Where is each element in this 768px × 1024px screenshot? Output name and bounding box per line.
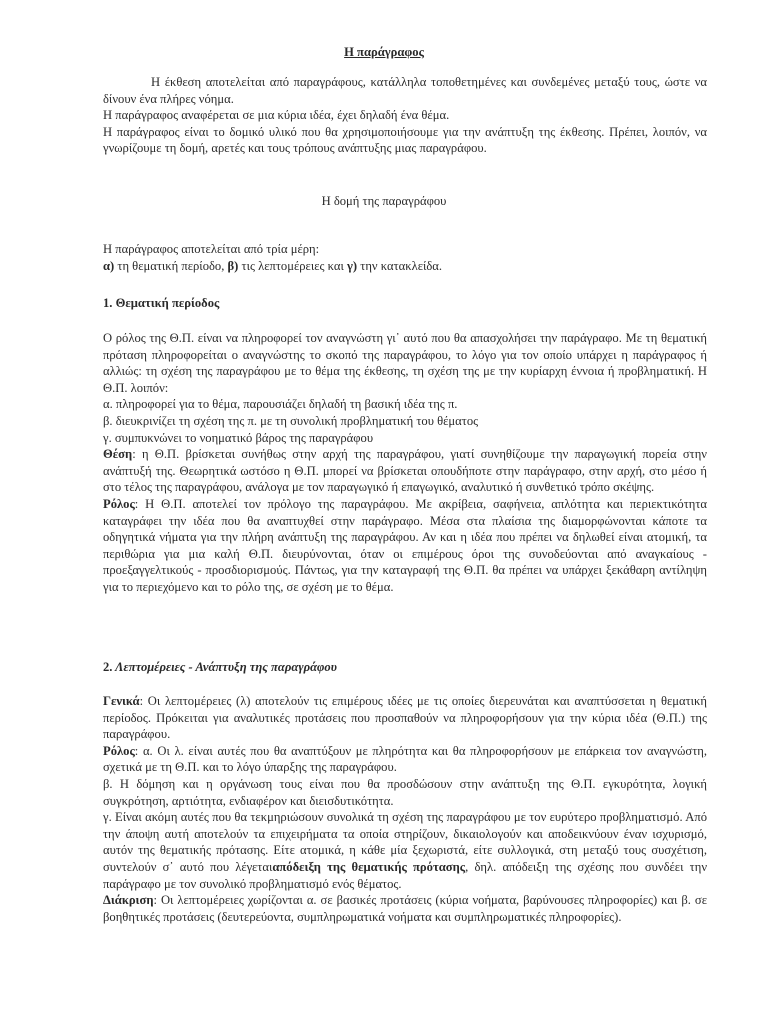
intro-paragraph-2: Η παράγραφος αναφέρεται σε μια κύρια ιδέα, έχει δηλαδή ένα θέμα. <box>103 108 450 123</box>
rolos-label: Ρόλος <box>103 496 135 511</box>
part-a-label: α) <box>103 258 115 273</box>
structure-lead: Η παράγραφος αποτελείται από τρία μέρη: <box>103 242 320 256</box>
section-2-rolos-label: Ρόλος <box>103 743 135 758</box>
intro-block <box>103 74 707 157</box>
part-a-text: τη θεματική περίοδο, <box>114 258 228 273</box>
section-1-title: Θεματική περίοδος <box>112 296 220 310</box>
section-1-body <box>103 330 707 596</box>
part-b-text: τις λεπτομέρειες και <box>238 258 348 273</box>
section-2-body <box>103 693 707 925</box>
genika-label: Γενικά <box>103 694 140 708</box>
section-2-item-b: β. Η δόμηση και η οργάνωση τους είναι που θα προσδώσουν στην ανάπτυξη της Θ.Π. εγκυρότητα, λογική συγκρότηση, αρτιότητα, ενδιαφέρον και διεισδυτικότητα. <box>103 776 707 808</box>
section-1-item-a: α. πληροφορεί για το θέμα, παρουσιάζει δηλαδή τη βασική ιδέα της π. <box>103 397 458 412</box>
item-c-text: γ. Είναι ακόμη αυτές που θα τεκμηριώσουν συνολικά τη σχέση της παραγράφου με τον ευρύτερο προβληματισμό. Από την άποψη αυτή αποτελούν τα επιχειρήματα τα οποία στηρίζουν, δικαιολογούν και αποδεικνύουν έναν ισχυρισμό, αυτόν της θεματικής πρότασης. Είτε ατομικά, η κάθε μία ξεχωριστά, είτε συλλογικά, στη μεταξύ τους συσχέτιση, συντελούν σ᾽ αυτό που λέγεται <box>103 810 707 874</box>
section-2-diakrisi <box>103 892 707 925</box>
section-2-rolos <box>103 743 707 776</box>
item-c-bold: απόδειξη της θεματικής πρότασης <box>272 859 466 874</box>
section-1-item-c: γ. συμπυκνώνει το νοηματικό βάρος της παραγράφου <box>103 430 374 445</box>
section-1-intro: Ο ρόλος της Θ.Π. είναι να πληροφορεί τον αναγνώστη γι᾽ αυτό που θα απασχολήσει την παράγραφο. Με τη θεματική πρόταση πληροφορείται ο αναγνώστης το σκοπό της παραγράφου, το λόγο για τον οποίο υπάρχει η παράγραφος ή αλλιώς: τη σχέση της παραγράφου με το θέμα της έκθεσης, τη σχέση της με την κυρίαρχη έννοια ή προβληματική. Η Θ.Π. λοιπόν: <box>103 331 707 395</box>
diakrisi-label: Διάκριση <box>103 893 154 908</box>
section-2-item-c <box>103 809 707 892</box>
section-1-thesi <box>103 446 707 496</box>
intro-paragraph-1: Η έκθεση αποτελείται από παραγράφους, κατάλληλα τοποθετημένες και συνδεμένες μεταξύ τους, ώστε να δίνουν ένα πλήρες νόημα. <box>103 75 707 106</box>
section-1-rolos <box>103 496 707 596</box>
item-c-text-end: , δηλ. απόδειξη της σχέσης που συνδέει την παράγραφο με τον συνολικό προβληματισμό ενός θέματος. <box>103 859 708 891</box>
section-1-number: 1. <box>103 296 113 310</box>
section-1-heading <box>103 295 219 312</box>
intro-paragraph-3: Η παράγραφος είναι το δομικό υλικό που θα χρησιμοποιήσουμε για την ανάπτυξη της έκθεσης. Πρέπει, λοιπόν, να γνωρίζουμε τη δομή, αρετές και τους τρόπους ανάπτυξης μιας παραγράφου. <box>103 124 707 156</box>
structure-heading: Η δομή της παραγράφου <box>321 194 447 208</box>
section-2-number: 2. <box>103 660 113 674</box>
section-2-genika <box>103 693 707 743</box>
thesi-label: Θέση <box>103 447 133 462</box>
document-title: Η παράγραφος <box>344 45 424 59</box>
structure-parts <box>103 258 707 275</box>
part-b-label: β) <box>227 258 239 273</box>
rolos-text: : Η Θ.Π. αποτελεί τον πρόλογο της παραγράφου. Με ακρίβεια, σαφήνεια, απλότητα και περιεκτικότητα καταγράφει την ιδέα που θα αναπτυχθεί στην παράγραφο. Μέσα στα πλαίσια της διαμορφώνονται κάποτε τα οδηγητικά νήματα για την πλήρη ανάπτυξη της παραγράφου. Αν και η ιδέα που πρέπει να δηλωθεί είναι ατομική, τα περιθώρια για μια καλή Θ.Π. διευρύνονται, όταν οι επιμέρους όροι της συνοδεύονται από αναγκαίους - προεξαγγελτικούς - προσδιορισμούς. Πάντως, για την καταγραφή της Θ.Π. θα πρέπει να υπάρχει ξεκάθαρη αντίληψη για το περιεχόμενο και το ρόλο της, σε σχέση με το θέμα. <box>103 496 707 594</box>
section-2-heading <box>103 659 337 676</box>
section-2-rolos-text: : α. Οι λ. είναι αυτές που θα αναπτύξουν με πληρότητα και θα πληροφορήσουν με επάρκεια τον αναγνώστη, σχετικά με τη Θ.Π. και το λόγο ύπαρξης της παραγράφου. <box>103 743 707 775</box>
thesi-text: : η Θ.Π. βρίσκεται συνήθως στην αρχή της παραγράφου, γιατί συνηθίζουμε την παραγωγική πορεία στην ανάπτυξή της. Θεωρητικά ωστόσο η Θ.Π. μπορεί να βρίσκεται οπουδήποτε στην παράγραφο, στην αρχή, στο μέσο ή στο τέλος της παραγράφου, ανάλογα με τον παραγωγικό ή επαγωγικό, αναλυτικό ή συνθετικό τρόπο σκέψης. <box>103 447 707 495</box>
part-c-label: γ) <box>347 258 358 273</box>
diakrisi-text: : Οι λεπτομέρειες χωρίζονται α. σε βασικές προτάσεις (κύρια νοήματα, βαρύνουσες πληροφορίες) και β. σε βοηθητικές προτάσεις (δευτερεύοντα, συμπληρωματικά νοήματα και συμπληρωματικές πληροφορίες). <box>103 893 707 924</box>
genika-text: : Οι λεπτομέρειες (λ) αποτελούν τις επιμέρους ιδέες με τις οποίες διερευνάται και αναπτύσσεται η θεματική περίοδος. Πρόκειται για αναλυτικές προτάσεις που προσπαθούν να πληροφορήσουν για την κύρια ιδέα (Θ.Π.) της παραγράφου. <box>103 694 707 742</box>
structure-block <box>103 241 707 274</box>
section-1-item-b: β. διευκρινίζει τη σχέση της π. με τη συνολική προβληματική του θέματος <box>103 413 479 428</box>
part-c-text: την κατακλείδα. <box>357 258 443 273</box>
section-2-title: Λεπτομέρειες - Ανάπτυξη της παραγράφου <box>112 660 337 674</box>
